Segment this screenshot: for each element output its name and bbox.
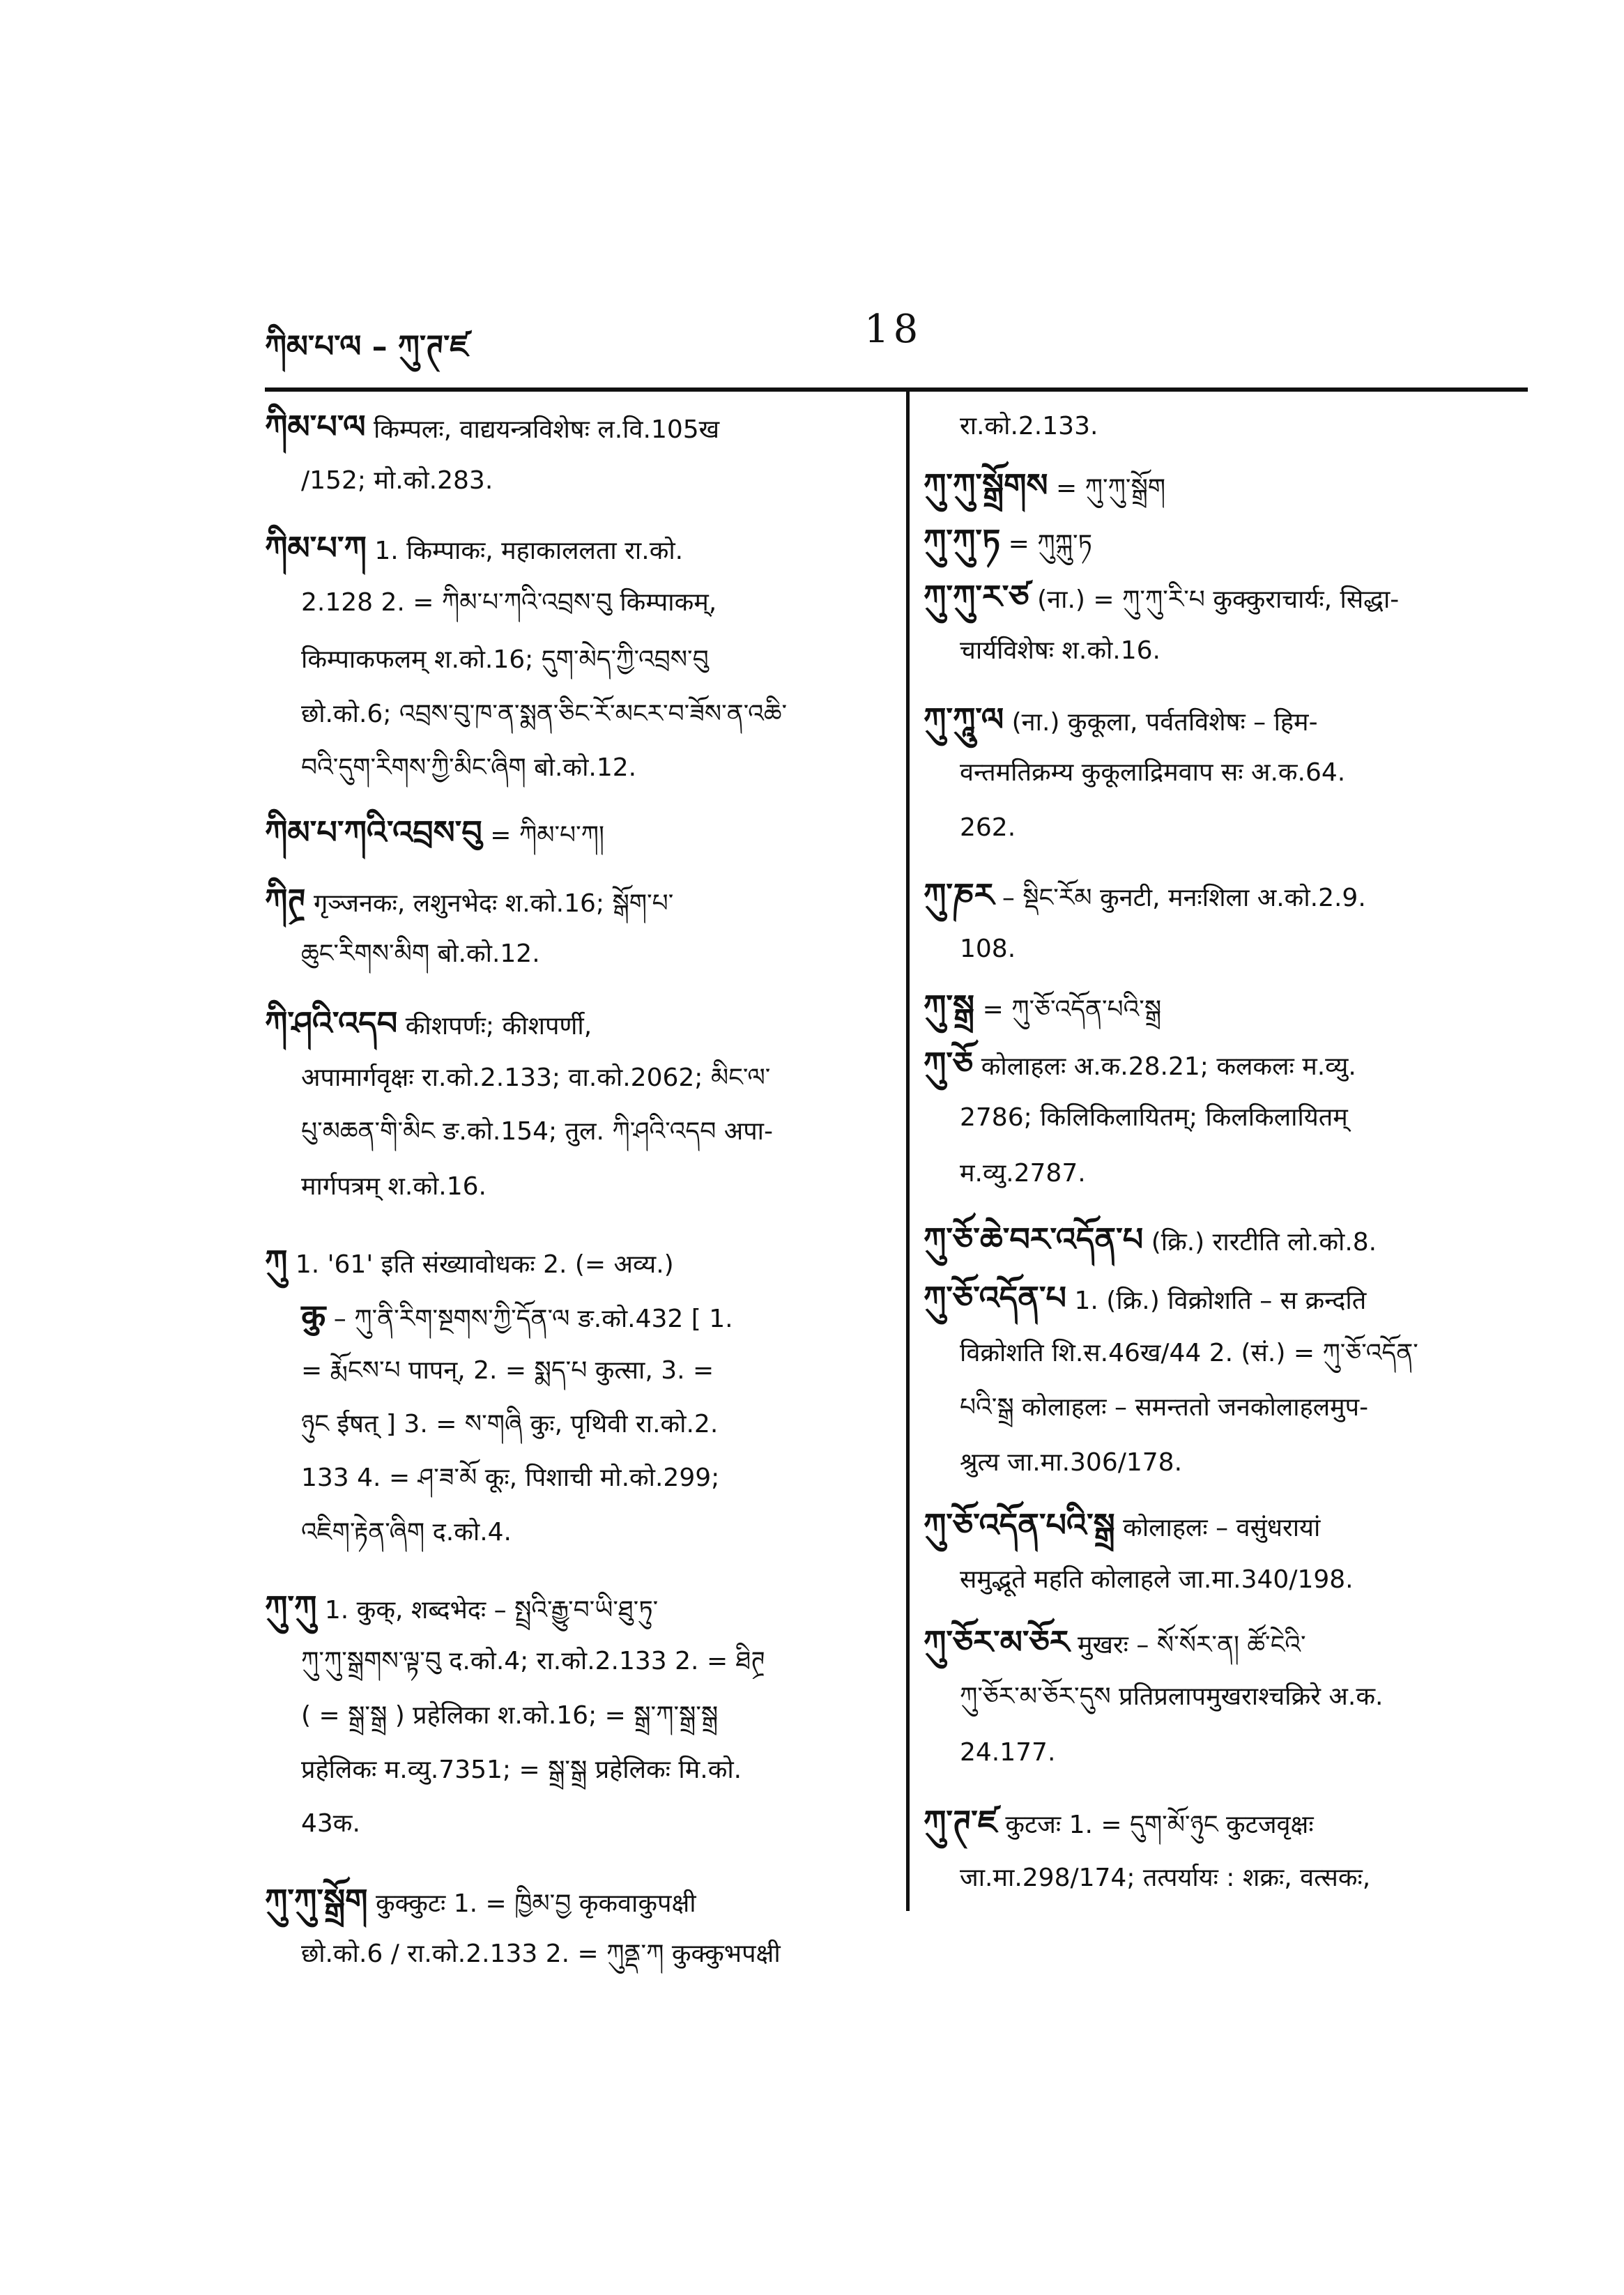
headword: ཀུ	[265, 1243, 288, 1280]
entry-text: छो.को.6 / रा.को.2.133 2. = ཀུནྡ་ཀ कुक्कुभपक्षी	[301, 1940, 781, 1968]
entry-line	[924, 1506, 1321, 1544]
entry-text: कुटजः 1. = དུག་མོ་ཉུང कुटजवृक्षः	[1005, 1811, 1314, 1839]
entry-text: (ना.) कुकूला, पर्वतविशेषः – हिम-	[1011, 708, 1318, 737]
entry-line	[301, 1701, 718, 1731]
entry-text: गृञ्जनकः, लशुनभेदः श.को.16; སྒོག་པ་	[313, 889, 674, 918]
headword: ཀིམ་པ་ཀ	[265, 529, 367, 567]
entry-text: བའི་དུག་རིགས་ཀྱི་མིང་ཞིག बो.को.12.	[301, 753, 637, 782]
entry-text: किम्पाकफलम् श.को.16; དུག་མེད་ཀྱི་འབྲས་བུ	[301, 645, 709, 674]
entry-line	[265, 1243, 674, 1280]
entry-text: 1. किम्पाकः, महाकाललता रा.को.	[374, 537, 684, 565]
entry-line	[924, 700, 1318, 738]
entry-line	[301, 1356, 714, 1386]
headword: ཀིཊྲ	[265, 882, 306, 919]
entry-text: 133 4. = ཤ་ཟ་མོ कूः, पिशाची मो.को.299;	[301, 1464, 720, 1492]
entry-text: = ཀུ་ཅོ་འདོན་པའི་སྒྲ	[982, 995, 1162, 1024]
entry-text: 108.	[960, 935, 1016, 963]
headword: ཀུ་ཀུ་ར་ཙ	[924, 578, 1029, 615]
headword: ཀུ་ཅོ་འདོན་པ	[924, 1279, 1067, 1317]
entry-line	[960, 934, 1016, 965]
entry-line	[960, 1392, 1368, 1423]
entry-line	[301, 1172, 487, 1202]
entry-text: 43क.	[301, 1809, 360, 1838]
entry-line	[960, 1158, 1086, 1189]
entry-line	[301, 753, 636, 783]
entry-text: = ཀིམ་པ་ཀ།	[490, 821, 605, 850]
entry-text: मार्गपत्रम् श.को.16.	[301, 1172, 487, 1201]
entry-text: = ཀུཀྐུ་ཏ	[1008, 530, 1092, 558]
entry-text: प्रहेलिकः म.व्यु.7351; = སྒྲ་སྒྲ प्रहेलिकः मि.को.	[301, 1756, 742, 1784]
entry-text: रा.को.2.133.	[960, 412, 1098, 440]
entry-line	[301, 588, 717, 618]
entry-text: अपामार्गवृक्षः रा.को.2.133; वा.को.2062; མིང་ལ་	[301, 1064, 771, 1092]
entry-text: ( = སྒྲ་སྒྲ ) प्रहेलिका श.को.16; = སྒྲ་ཀ་སྒྲ་སྒྲ	[301, 1701, 719, 1730]
headword: ཀུ་ཎར	[924, 876, 995, 914]
headword: ཀུ་ཅོ་ཆེ་བར་འདོན་པ	[924, 1220, 1144, 1258]
entry-line	[960, 1682, 1383, 1712]
entry-line	[301, 466, 493, 496]
entry-line	[301, 1297, 733, 1335]
entry-text: 262.	[960, 813, 1016, 842]
entry-line	[301, 645, 709, 675]
entry-text: (ना.) = ཀུ་ཀུ་རི་པ कुक्कुराचार्यः, सिद्धा-	[1037, 585, 1400, 614]
entry-line	[301, 1809, 360, 1839]
entry-text: 2.128 2. = ཀིམ་པ་ཀའི་འབྲས་བུ किम्पाकम्,	[301, 588, 717, 617]
headword: ཀུ་ཀཱུ་ལ	[924, 700, 1004, 738]
entry-text: वन्तमतिक्रम्य कुकूलाद्रिमवाप सः अ.क.64.	[960, 758, 1346, 787]
entry-text: (क्रि.) रारटीति लो.को.8.	[1151, 1228, 1377, 1257]
entry-text: – ཀུ་ནི་རིག་སྔགས་ཀྱི་དོན་ལ ङ.को.432 [ 1.	[333, 1305, 733, 1333]
entry-text: ཀུ་ཅོར་མ་ཅོར་དུས प्रतिप्रलापमुखराश्चक्रिरे अ.क.	[960, 1682, 1384, 1711]
entry-text: कोलाहलः अ.क.28.21; कलकलः म.व्यु.	[981, 1052, 1356, 1081]
entry-text: 24.177.	[960, 1738, 1056, 1767]
entry-line	[301, 1517, 512, 1548]
entry-line	[960, 1737, 1055, 1768]
headword: ཀུ་ཊ་ཛ	[924, 1803, 997, 1841]
entry-text: विक्रोशति शि.स.46ख/44 2. (सं.) = ཀུ་ཅོ་འདོན་	[960, 1339, 1418, 1367]
entry-line	[265, 1588, 659, 1626]
entry-line	[960, 411, 1098, 442]
headword: ཀུ་ཅོ་འདོན་པའི་སྒྲ	[924, 1506, 1115, 1544]
entry-text: चार्यविशेषः श.को.16.	[960, 636, 1160, 665]
entry-text: པའི་སྒྲ कोलाहलः – समन्ततो जनकोलाहलमुप-	[960, 1393, 1369, 1422]
entry-line	[301, 939, 540, 969]
entry-line	[301, 1939, 781, 1970]
entry-line	[924, 988, 1162, 1025]
header-rule	[265, 387, 1528, 392]
headword: ཀུ་ཅོར་མ་ཅོར	[924, 1623, 1070, 1661]
entry-text: म.व्यु.2787.	[960, 1159, 1086, 1188]
entry-text: मुखरः – སོ་སོར་ན། ཚོ་ངེའི་	[1077, 1631, 1306, 1659]
entry-line	[960, 636, 1160, 666]
entry-line	[301, 1116, 773, 1147]
entry-text: = ཀུ་ཀུ་སྒྲོག	[1056, 474, 1166, 502]
entry-text: ཀུ་ཀུ་སྒྲགས་ལྟ་བུ द.को.4; रा.को.2.133 2. = ཐིཊྲ	[301, 1647, 765, 1675]
entry-line	[924, 578, 1400, 615]
headword: ཀི་ཤའི་འདབ	[265, 1004, 398, 1042]
entry-line	[960, 1103, 1348, 1133]
entry-text: ཉུང ईषत् ] 3. = ས་གཞི कुः, पृथिवी रा.को.2.	[301, 1410, 719, 1438]
entry-line	[924, 1803, 1314, 1841]
entry-line	[924, 1623, 1306, 1661]
entry-line	[924, 466, 1166, 504]
entry-text: པུ་མཆན་གི་མིང ङ.को.154; तुल. ཀི་ཤའི་འདབ अपा-	[301, 1117, 773, 1146]
entry-line	[265, 1004, 592, 1042]
entry-line	[301, 1409, 718, 1440]
entry-text: श्रुत्य जा.मा.306/178.	[960, 1448, 1183, 1477]
column-divider	[906, 392, 910, 1911]
entry-line	[960, 1338, 1418, 1369]
entry-line	[960, 1565, 1354, 1595]
entry-line	[924, 1220, 1377, 1258]
entry-line	[960, 813, 1016, 843]
entry-text: 1. कुक्, शब्दभेदः – སྤྲའི་རྒྱུ་བ་ཡི་ཐུ་ཏུ་	[324, 1596, 659, 1625]
entry-line	[301, 1463, 719, 1494]
running-head: ཀིམ་པ་ལ – ཀུ་ཊ་ཛ	[265, 329, 469, 364]
entry-text: किम्पलः, वाद्ययन्त्रविशेषः ल.वि.105ख	[374, 415, 720, 444]
headword: ཀུ་ཀུ་ཏ	[924, 522, 1001, 560]
entry-line	[265, 529, 684, 567]
entry-text: /152; मो.को.283.	[301, 466, 493, 495]
entry-text: – སྡིང་རོམ कुनटी, मनःशिला अ.को.2.9.	[1002, 884, 1366, 912]
entry-text: कुक्कुटः 1. = ཁྱིམ་བྱ कृकवाकुपक्षी	[375, 1889, 696, 1918]
entry-text: छो.को.6; འབྲས་བུ་ཁ་ན་སྨན་ཅིང་རོ་མངར་བ་ཟོས་ན་འཆི་	[301, 700, 788, 728]
headword: ཀུ་ཀུ་སྒྲོག	[265, 1882, 368, 1919]
entry-line	[924, 1045, 1356, 1082]
entry-text: 1. (क्रि.) विक्रोशति – स क्रन्दति	[1074, 1287, 1367, 1315]
entry-line	[301, 1755, 742, 1786]
entry-line	[265, 408, 720, 445]
entry-text: कोलाहलः – वसुंधरायां	[1123, 1514, 1321, 1542]
entry-line	[265, 1882, 696, 1919]
entry-line	[265, 813, 605, 851]
entry-text: ཆུང་རིགས་མིག बो.को.12.	[301, 939, 540, 968]
headword: ཀིམ་པ་ལ	[265, 408, 366, 445]
entry-line	[924, 876, 1366, 914]
entry-line	[301, 1646, 765, 1677]
entry-line	[265, 882, 674, 919]
entry-text: जा.मा.298/174; तत्पर्यायः : शक्रः, वत्सकः,	[960, 1864, 1371, 1892]
entry-text: कीशपर्णः; कीशपर्णी,	[405, 1012, 592, 1041]
entry-line	[301, 1063, 770, 1093]
headword: ཀུ་ཀུ	[265, 1588, 317, 1626]
headword: ཀུ་ཀུ་སྒྲོགས	[924, 466, 1048, 504]
headword: ཀུ་སྒྲ	[924, 988, 975, 1025]
page-number: 18	[864, 307, 923, 352]
entry-line	[960, 758, 1345, 788]
entry-line	[924, 522, 1092, 560]
entry-line	[960, 1448, 1182, 1478]
entry-line	[960, 1863, 1370, 1894]
entry-line	[924, 1279, 1367, 1317]
headword: ཀིམ་པ་ཀའི་འབྲས་བུ	[265, 813, 482, 851]
entry-line	[301, 699, 787, 730]
entry-text: འཇིག་རྟེན་ཞིག द.को.4.	[301, 1518, 512, 1546]
entry-text: समुद्भूते महति कोलाहले जा.मा.340/198.	[960, 1565, 1354, 1594]
entry-text: 2786; किलिकिलायितम्; किलकिलायितम्	[960, 1103, 1348, 1132]
page-header	[251, 307, 1533, 362]
headword: ཀུ་ཅོ	[924, 1045, 974, 1082]
entry-text: 1. '61' इति संख्यावोधकः 2. (= अव्य.)	[295, 1250, 674, 1279]
entry-text: = རྨོངས་པ पापन्, 2. = སྨད་པ कुत्सा, 3. =	[301, 1356, 714, 1385]
headword: कु	[301, 1297, 326, 1335]
